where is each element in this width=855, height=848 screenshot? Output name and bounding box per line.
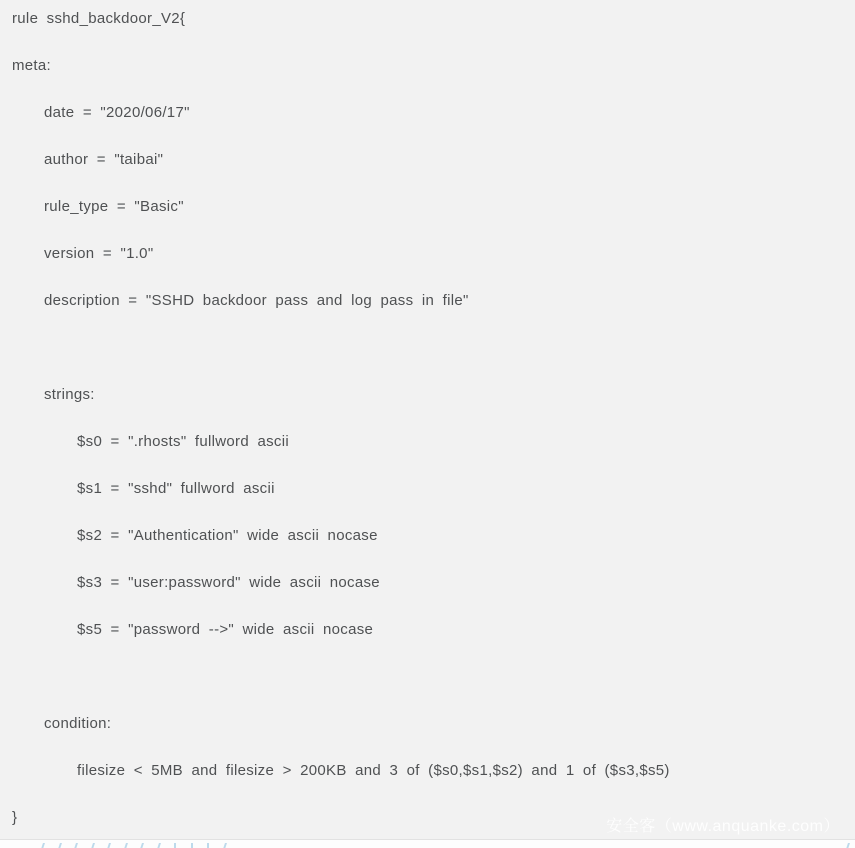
code-line-strings-keyword: strings:	[44, 386, 95, 403]
glyph-fragment-icon	[124, 843, 128, 848]
code-line-string-s3: $s3 = "user:password" wide ascii nocase	[77, 574, 380, 591]
code-line-meta-date: date = "2020/06/17"	[44, 104, 190, 121]
code-line-closing-brace: }	[12, 809, 18, 826]
code-line-string-s2: $s2 = "Authentication" wide ascii nocase	[77, 527, 378, 544]
cutoff-glyph-fragments	[42, 843, 240, 848]
glyph-fragment-icon	[223, 843, 227, 848]
glyph-fragment-icon	[140, 843, 144, 848]
code-line-blank	[12, 324, 855, 371]
code-line-blank	[12, 653, 855, 700]
code-line-meta-keyword: meta:	[12, 57, 52, 74]
anquanke-watermark: 安全客（www.anquanke.com）	[606, 818, 840, 835]
glyph-fragment-icon	[207, 843, 209, 848]
code-line-meta-author: author = "taibai"	[44, 151, 164, 168]
code-line-meta-rule-type: rule_type = "Basic"	[44, 198, 184, 215]
cutoff-next-line-strip	[0, 839, 855, 848]
code-line-string-s1: $s1 = "sshd" fullword ascii	[77, 480, 275, 497]
code-line-string-s0: $s0 = ".rhosts" fullword ascii	[77, 433, 289, 450]
code-line-condition-expression: filesize < 5MB and filesize > 200KB and 3 of ($s0,$s1,$s2) and 1 of ($s3,$s5)	[77, 762, 670, 779]
code-line-meta-version: version = "1.0"	[44, 245, 154, 262]
code-line-meta-description: description = "SSHD backdoor pass and log pass in file"	[44, 292, 469, 309]
glyph-fragment-icon	[91, 843, 95, 848]
glyph-fragment-icon	[846, 843, 850, 848]
glyph-fragment-icon	[157, 843, 161, 848]
glyph-fragment-icon	[191, 843, 193, 848]
glyph-fragment-icon	[41, 843, 45, 848]
code-line-rule-declaration: rule sshd_backdoor_V2{	[12, 10, 186, 27]
yara-rule-code-block	[12, 0, 855, 841]
glyph-fragment-icon	[107, 843, 111, 848]
glyph-fragment-icon	[74, 843, 78, 848]
code-line-condition-keyword: condition:	[44, 715, 112, 732]
glyph-fragment-icon	[174, 843, 176, 848]
glyph-fragment-icon	[58, 843, 62, 848]
code-line-string-s5: $s5 = "password -->" wide ascii nocase	[77, 621, 374, 638]
